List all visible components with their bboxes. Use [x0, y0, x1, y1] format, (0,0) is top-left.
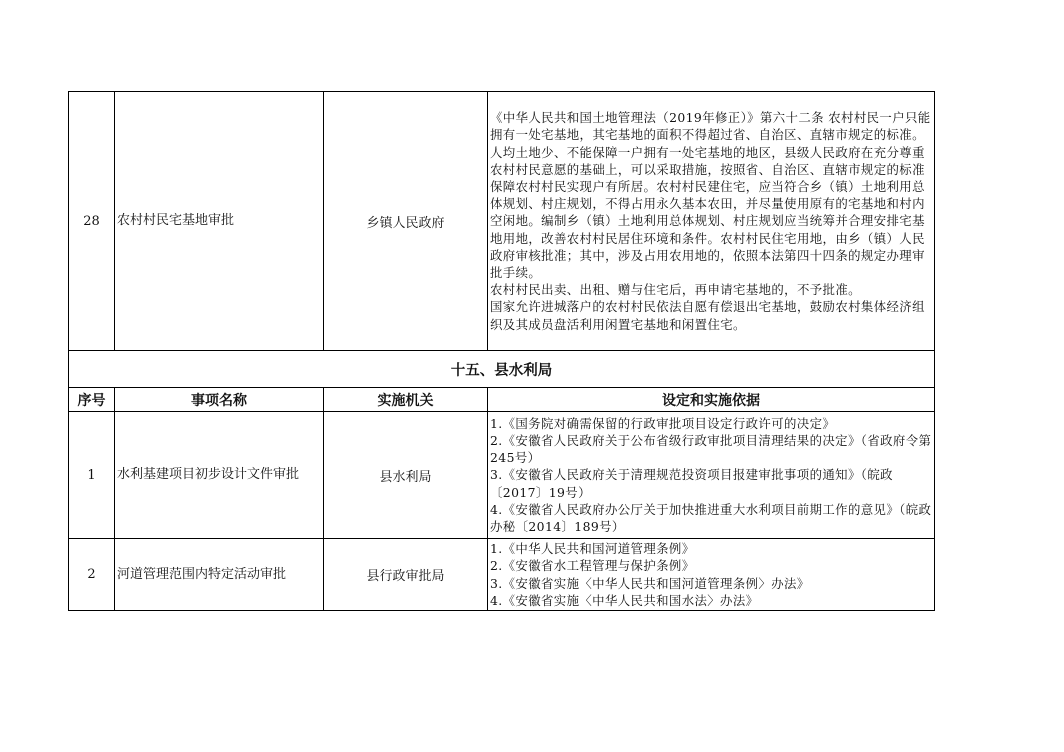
basis-item: 3.《安徽省人民政府关于清理规范投资项目报建审批事项的通知》（皖政〔2017〕19号） — [490, 467, 893, 500]
implementing-agency: 县行政审批局 — [324, 539, 488, 611]
basis-item: 1.《国务院对确需保留的行政审批项目设定行政许可的决定》 — [490, 415, 836, 431]
legal-basis — [488, 412, 935, 539]
basis-paragraph: 农村村民出卖、出租、赠与住宅后，再申请宅基地的，不予批准。 — [490, 282, 861, 298]
header-item-name: 事项名称 — [115, 388, 324, 412]
basis-item: 4.《安徽省人民政府办公厅关于加快推进重大水利项目前期工作的意见》（皖政办秘〔2014〕189号） — [490, 501, 932, 534]
item-number: 2 — [69, 539, 115, 611]
header-row — [69, 388, 935, 412]
item-number: 28 — [69, 92, 115, 351]
table-row — [69, 92, 935, 351]
legal-basis — [488, 539, 935, 611]
basis-item: 1.《中华人民共和国河道管理条例》 — [490, 541, 695, 557]
basis-paragraph: 《中华人民共和国土地管理法（2019年修正）》第六十二条 农村村民一户只能拥有一处宅基地，其宅基地的面积不得超过省、自治区、直辖市规定的标准。人均土地少、不能保障一户拥有一处宅基地的地区，县级人民政府在充分尊重农村村民意愿的基础上，可以采取措施，按照省、自治区、直辖市规定的标准保障农村村民实现户有所居。农村村民建住宅，应当符合乡（镇）土地利用总体规划、村庄规划，不得占用永久基本农田，并尽量使用原有的宅基地和村内空闲地。编制乡（镇）土地利用总体规划、村庄规划应当统筹并合理安排宅基地用地，改善农村村民居住环境和条件。农村村民住宅用地，由乡（镇）人民政府审核批准；其中，涉及占用农用地的，依照本法第四十四条的规定办理审批手续。 — [490, 110, 931, 280]
basis-paragraph: 国家允许进城落户的农村村民依法自愿有偿退出宅基地，鼓励农村集体经济组织及其成员盘活利用闲置宅基地和闲置住宅。 — [490, 299, 925, 332]
item-number: 1 — [69, 412, 115, 539]
legal-basis — [488, 92, 935, 351]
table-row — [69, 539, 935, 611]
item-name: 农村村民宅基地审批 — [115, 92, 324, 351]
item-name: 水利基建项目初步设计文件审批 — [115, 412, 324, 539]
header-basis: 设定和实施依据 — [488, 388, 935, 412]
basis-item: 2.《安徽省人民政府关于公布省级行政审批项目清理结果的决定》（省政府令第245号） — [490, 432, 932, 466]
implementing-agency: 乡镇人民政府 — [324, 92, 488, 351]
section-row — [69, 351, 935, 388]
table-row — [69, 412, 935, 539]
approval-items-table — [68, 91, 935, 611]
basis-item: 4.《安徽省实施〈中华人民共和国水法〉办法》 — [490, 592, 759, 608]
basis-item: 3.《安徽省实施〈中华人民共和国河道管理条例〉办法》 — [490, 575, 810, 591]
item-name: 河道管理范围内特定活动审批 — [115, 539, 324, 611]
basis-item: 2.《安徽省水工程管理与保护条例》 — [490, 558, 695, 574]
section-title: 十五、县水利局 — [69, 351, 935, 388]
header-agency: 实施机关 — [324, 388, 488, 412]
header-number: 序号 — [69, 388, 115, 412]
implementing-agency: 县水利局 — [324, 412, 488, 539]
